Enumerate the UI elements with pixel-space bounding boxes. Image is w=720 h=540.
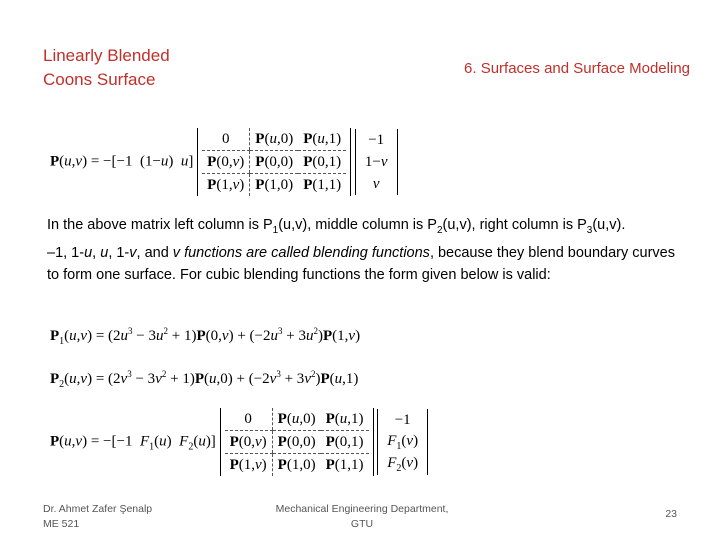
footer-author [43,502,152,532]
body-text [47,214,687,286]
paragraph-columns: In the above matrix left column is $P_1(u,v)$, middle column is $P_2(u,v)$, right column is $P_3(u,v)$. [47,217,626,236]
f-vector: −1 $F_1(v)$ $F_2(v)$ [377,409,428,475]
title-line-1: Linearly Blended [43,46,170,65]
paragraph-blending: –1, 1-u, u, 1-v, and v functions are called blending functions, because they blend boundary curves to form one surface. For cubic blending functions the form given below is valid: [47,244,675,283]
coons-matrix: 0 P(u,0) P(u,1) P(0,v) P(0,0) P(0,1) P(1,v) P(1,0) P(1,1) [197,128,351,196]
equation-linear-coons: P(u,v) = −[−1 (1−u) u] 0 P(u,0) P(u,1) P(0,v) P(0,0) P(0,1) P(1,v) P(1,0) P(1,1) −1 1−v v [50,128,398,196]
slide-title [43,44,170,92]
department-line-1: Mechanical Engineering Department, [275,503,449,515]
v-vector: −1 1−v v [355,129,398,195]
equation-p2-cubic: $P_2(u,v) = (2v^3 - 3v^2 + 1)P(u,0) + (-2v^3 + 3v^2)P(u,1)$ [50,369,359,390]
course-code: ME 521 [43,518,80,530]
footer-department [262,502,462,532]
page-number: 23 [665,508,677,520]
title-line-2: Coons Surface [43,70,156,89]
cubic-coons-matrix: 0 P(u,0) P(u,1) P(0,v) P(0,0) P(0,1) P(1,v) P(1,0) P(1,1) [220,408,374,476]
equation-cubic-coons: P(u,v) = −[−1 $F_1(u)$ $F_2(u)$] 0 P(u,0) P(u,1) P(0,v) P(0,0) P(0,1) P(1,v) P(1,0) P(1,1) −1 $F_1(v)$ $F_2(v)$ [50,408,428,476]
section-title: 6. Surfaces and Surface Modeling [464,60,690,77]
author-name: Dr. Ahmet Zafer Şenalp [43,503,153,515]
equation-p1-cubic: $P_1(u,v) = (2u^3 - 3u^2 + 1)P(0,v) + (-2u^3 + 3u^2)P(1,v)$ [50,326,361,347]
department-line-2: GTU [350,518,374,530]
